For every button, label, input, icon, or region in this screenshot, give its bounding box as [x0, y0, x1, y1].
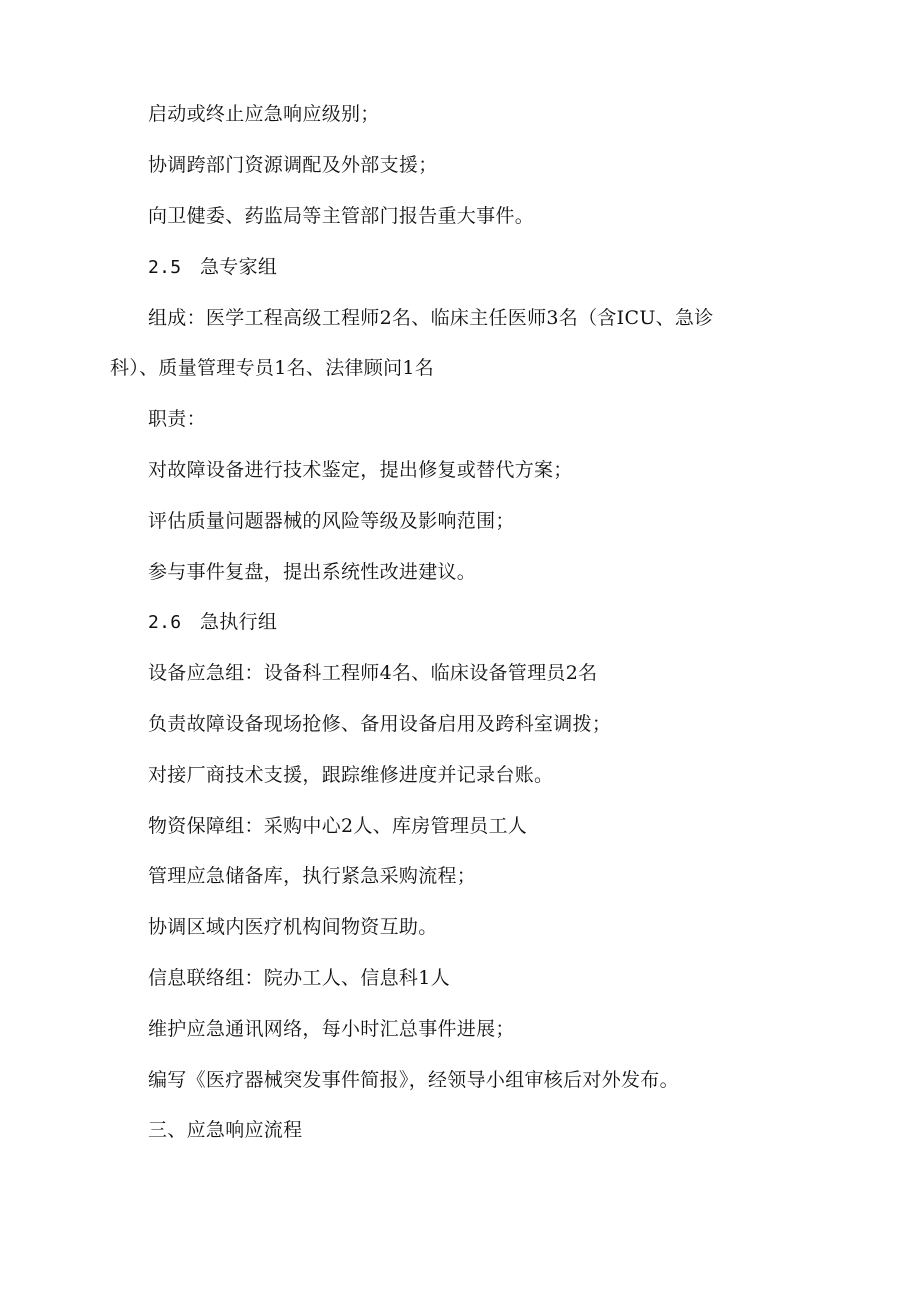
section-number: 2.5 [148, 257, 182, 278]
paragraph-communication-network: 维护应急通讯网络，每小时汇总事件进展； [148, 1018, 515, 1040]
paragraph-reserve-management: 管理应急储备库，执行紧急采购流程； [148, 865, 477, 887]
paragraph-incident-bulletin: 编写《医疗器械突发事件简报》，经领导小组审核后对外发布。 [148, 1069, 679, 1091]
paragraph-duties-label: 职责： [148, 408, 206, 430]
paragraph-supply-team: 物资保障组：采购中心2人、库房管理员工人 [148, 815, 528, 837]
paragraph-event-review: 参与事件复盘，提出系统性改进建议。 [148, 561, 477, 583]
paragraph-report-authorities: 向卫健委、药监局等主管部门报告重大事件。 [148, 205, 535, 227]
section-heading-2-6 [148, 609, 277, 636]
section-number: 2.6 [148, 612, 182, 633]
paragraph-coordinate-resources: 协调跨部门资源调配及外部支援； [148, 154, 438, 176]
paragraph-technical-appraisal: 对故障设备进行技术鉴定，提出修复或替代方案； [148, 459, 573, 481]
section-title: 急专家组 [200, 256, 278, 278]
section-title: 急执行组 [200, 611, 278, 633]
paragraph-risk-assessment: 评估质量问题器械的风险等级及影响范围； [148, 510, 515, 532]
paragraph-composition-line1: 组成：医学工程高级工程师2名、临床主任医师3名（含ICU、急诊 [148, 307, 714, 329]
paragraph-onsite-repair: 负责故障设备现场抢修、备用设备启用及跨科室调拨； [148, 713, 612, 735]
section-heading-2-5 [148, 254, 277, 281]
chapter-heading-emergency-response: 三、应急响应流程 [148, 1119, 303, 1141]
paragraph-equipment-team: 设备应急组：设备科工程师4名、临床设备管理员2名 [148, 662, 598, 684]
paragraph-activate-level: 启动或终止应急响应级别； [148, 103, 380, 125]
paragraph-regional-mutual-aid: 协调区域内医疗机构间物资互助。 [148, 916, 438, 938]
paragraph-composition-line2: 科）、质量管理专员1名、法律顾问1名 [110, 357, 435, 379]
paragraph-liaison-team: 信息联络组：院办工人、信息科1人 [148, 967, 450, 989]
paragraph-vendor-support: 对接厂商技术支援，跟踪维修进度并记录台账。 [148, 764, 554, 786]
